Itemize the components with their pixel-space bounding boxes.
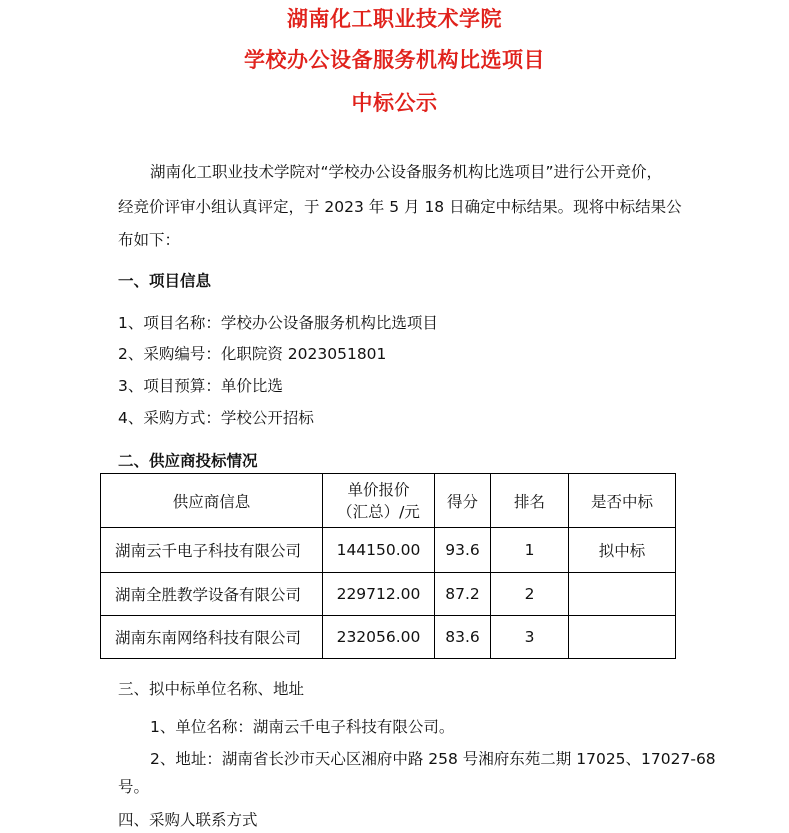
column-header-score: 得分 <box>435 474 491 528</box>
supplier-cell: 湖南云千电子科技有限公司 <box>101 528 323 573</box>
price-cell: 144150.00 <box>323 528 435 573</box>
winner-address-line-2: 号。 <box>118 778 150 796</box>
table-row <box>101 573 676 616</box>
column-header-price-line1: 单价报价 <box>347 480 410 499</box>
column-header-won: 是否中标 <box>569 474 676 528</box>
bid-results-table <box>100 473 676 659</box>
column-header-rank: 排名 <box>491 474 569 528</box>
section-bids-heading: 二、供应商投标情况 <box>118 452 258 470</box>
rank-cell: 2 <box>491 573 569 616</box>
procurement-number-item: 2、采购编号：化职院资 2023051801 <box>118 345 387 363</box>
intro-line-2: 经竞价评审小组认真评定，于 2023 年 5 月 18 日确定中标结果。现将中标结果公 <box>118 198 682 216</box>
document-title: 湖南化工职业技术学院 <box>287 7 502 31</box>
section-contact-heading: 四、采购人联系方式 <box>118 811 258 829</box>
column-header-price-line2: （汇总）/元 <box>337 502 420 521</box>
intro-line-3: 布如下： <box>118 231 181 249</box>
notice-title: 中标公示 <box>351 91 438 115</box>
won-cell <box>569 616 676 659</box>
supplier-cell: 湖南东南网络科技有限公司 <box>101 616 323 659</box>
table-row <box>101 528 676 573</box>
price-cell: 229712.00 <box>323 573 435 616</box>
rank-cell: 3 <box>491 616 569 659</box>
table-row <box>101 616 676 659</box>
score-cell: 83.6 <box>435 616 491 659</box>
score-cell: 87.2 <box>435 573 491 616</box>
winner-address-line-1: 2、地址：湖南省长沙市天心区湘府中路 258 号湘府东苑二期 17025、17027-68 <box>150 750 716 768</box>
supplier-cell: 湖南全胜教学设备有限公司 <box>101 573 323 616</box>
won-cell: 拟中标 <box>569 528 676 573</box>
won-cell <box>569 573 676 616</box>
column-header-price <box>323 474 435 528</box>
winner-unit-name: 1、单位名称：湖南云千电子科技有限公司。 <box>150 718 455 736</box>
project-title: 学校办公设备服务机构比选项目 <box>244 48 545 72</box>
section-project-info-heading: 一、项目信息 <box>118 272 212 290</box>
section-winner-heading: 三、拟中标单位名称、地址 <box>118 680 305 698</box>
score-cell: 93.6 <box>435 528 491 573</box>
procurement-method-item: 4、采购方式：学校公开招标 <box>118 409 314 427</box>
intro-line-1: 湖南化工职业技术学院对“学校办公设备服务机构比选项目”进行公开竞价， <box>150 163 663 181</box>
project-budget-item: 3、项目预算：单价比选 <box>118 377 283 395</box>
rank-cell: 1 <box>491 528 569 573</box>
table-header-row <box>101 474 676 528</box>
column-header-supplier: 供应商信息 <box>101 474 323 528</box>
project-name-item: 1、项目名称：学校办公设备服务机构比选项目 <box>118 314 438 332</box>
price-cell: 232056.00 <box>323 616 435 659</box>
